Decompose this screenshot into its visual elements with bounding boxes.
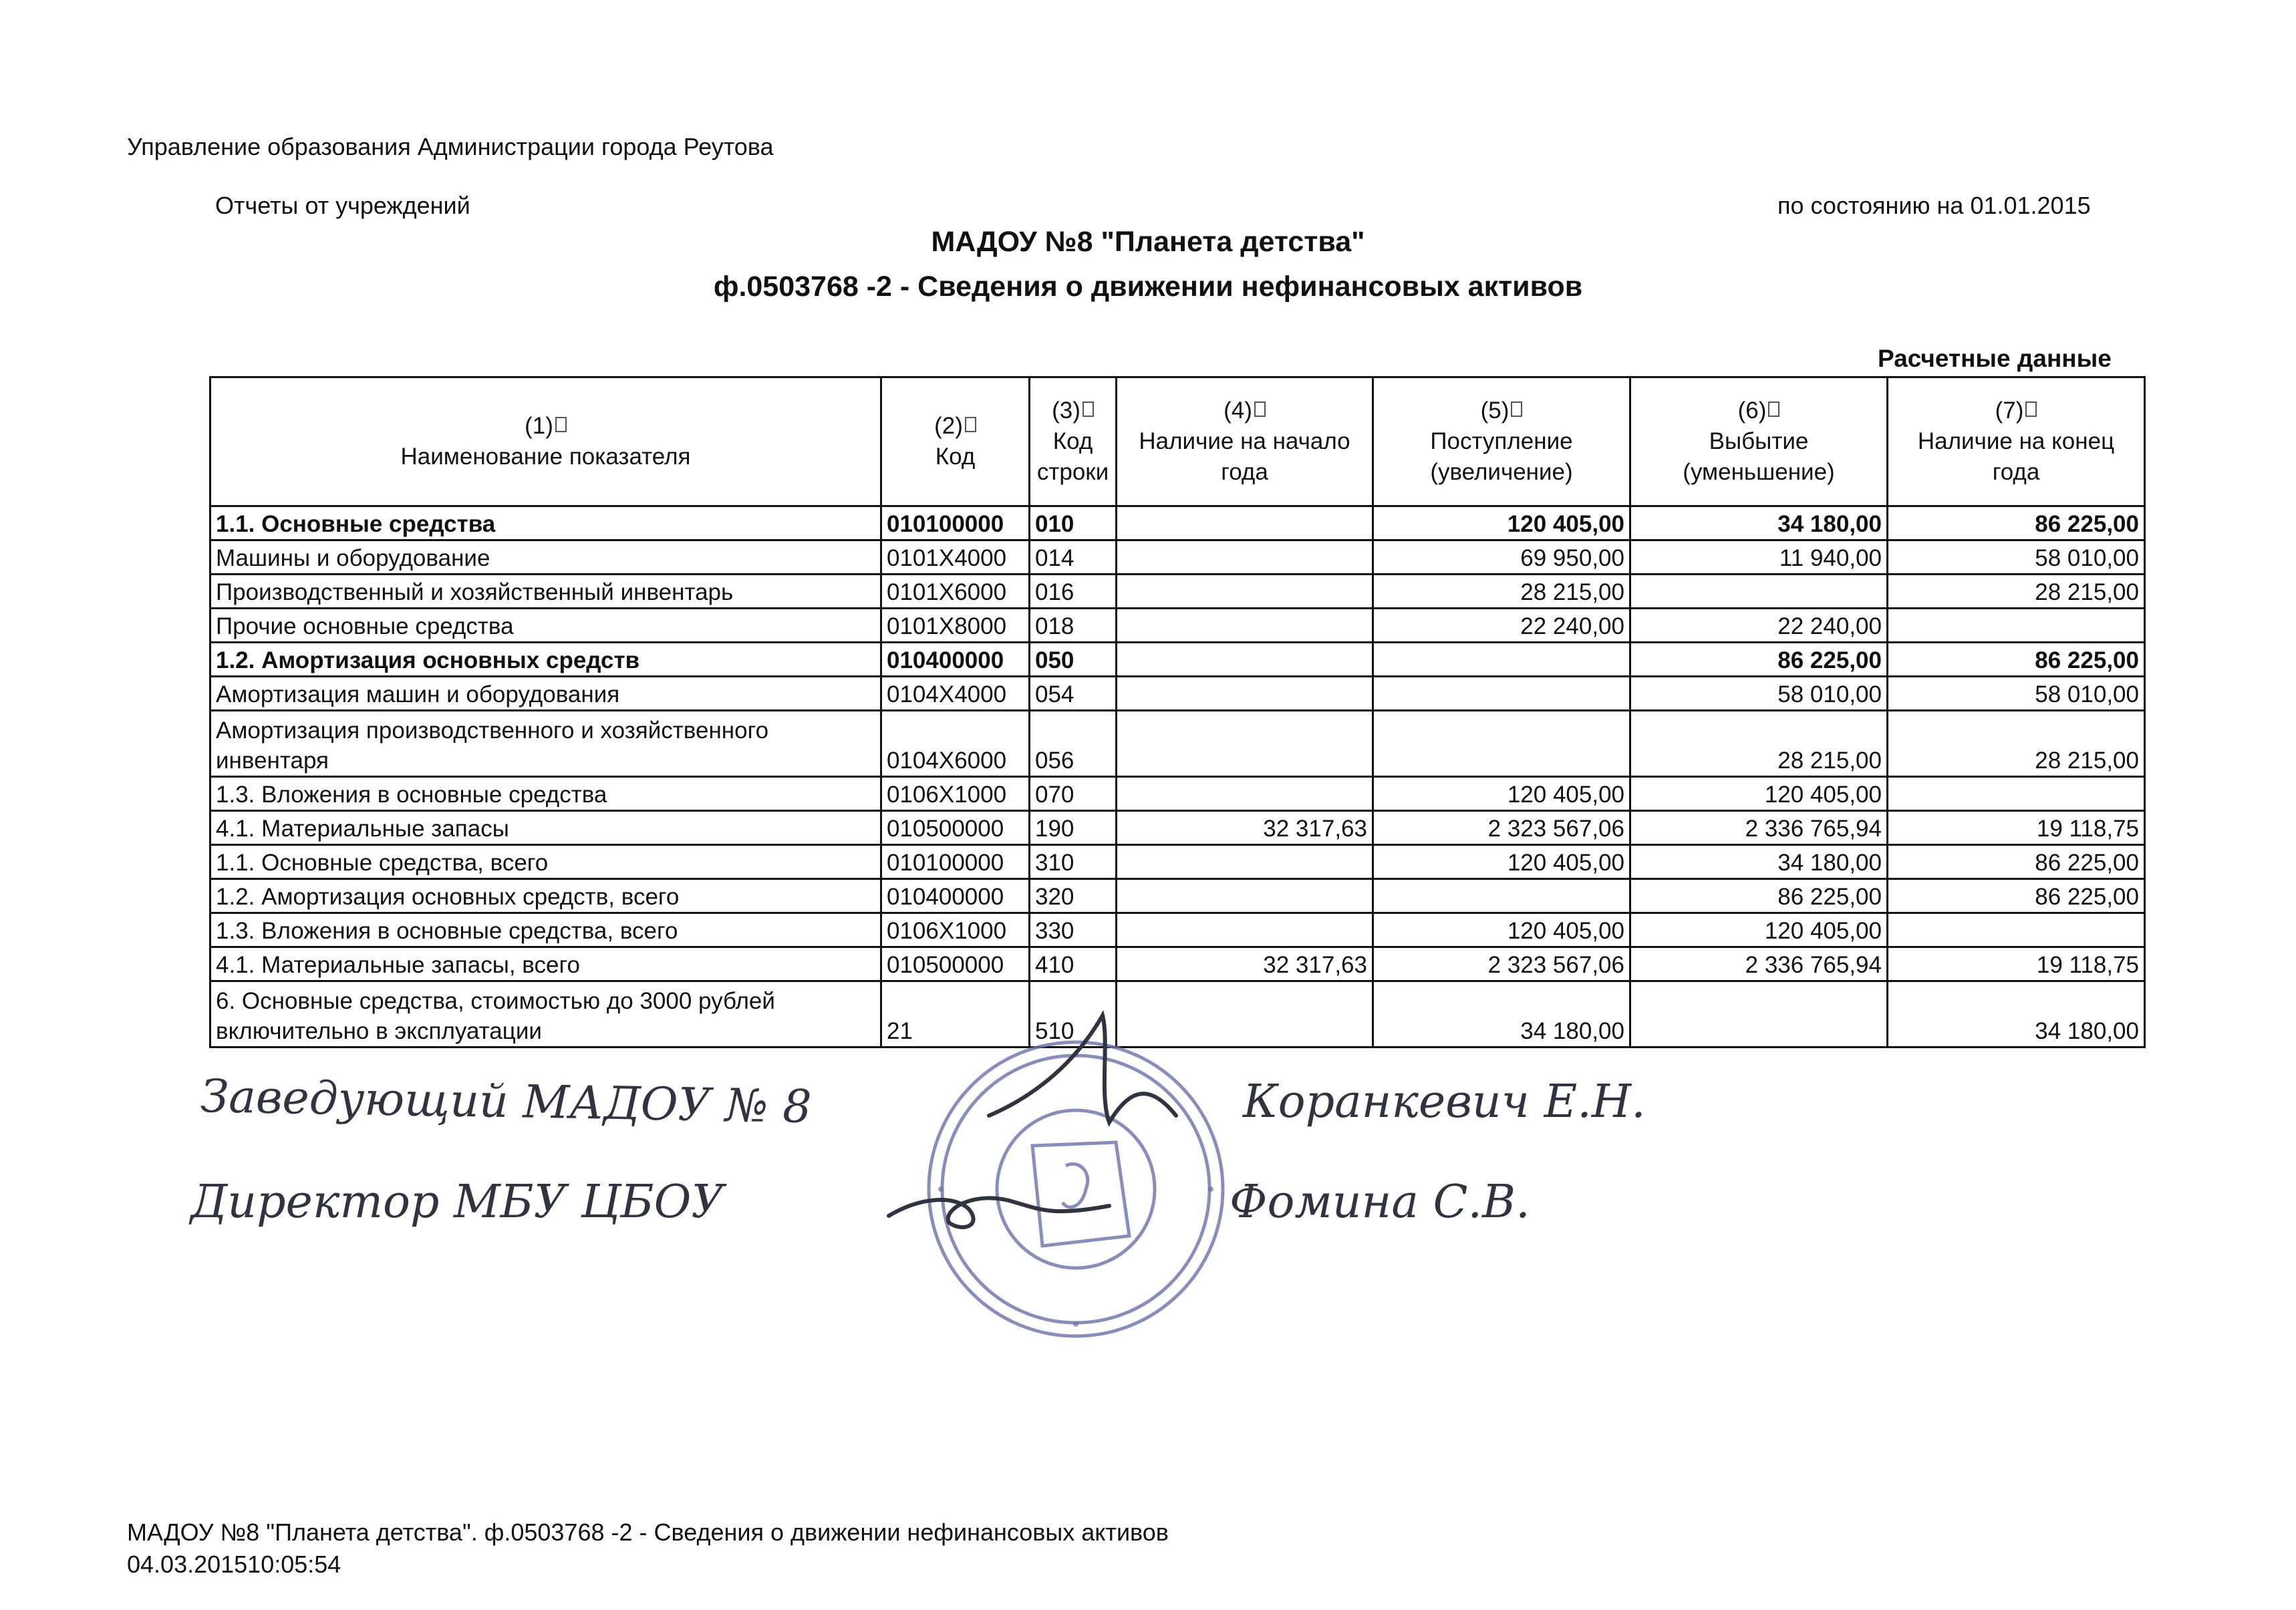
row-disposals	[1630, 981, 1888, 1048]
row-line-code: 070	[1030, 777, 1117, 811]
table-row	[210, 845, 2145, 879]
row-receipts: 2 323 567,06	[1373, 947, 1630, 981]
row-end-balance: 58 010,00	[1888, 677, 2145, 711]
row-name: Амортизация производственного и хозяйственного инвентаря	[210, 711, 881, 777]
table-row	[210, 575, 2145, 609]
row-receipts	[1373, 711, 1630, 777]
org-header: Управление образования Администрации города Реутова	[127, 133, 774, 160]
row-disposals: 34 180,00	[1630, 506, 1888, 540]
row-end-balance	[1888, 913, 2145, 947]
footer-timestamp: 04.03.201510:05:54	[127, 1551, 341, 1578]
row-line-code: 018	[1030, 609, 1117, 643]
row-end-balance: 19 118,75	[1888, 947, 2145, 981]
row-end-balance: 28 215,00	[1888, 711, 2145, 777]
row-start-balance	[1117, 845, 1373, 879]
row-disposals: 86 225,00	[1630, 643, 1888, 677]
col-header-3: (3) Код строки	[1030, 377, 1117, 506]
row-receipts: 120 405,00	[1373, 777, 1630, 811]
row-receipts	[1373, 677, 1630, 711]
col-header-5: (5) Поступление (увеличение)	[1373, 377, 1630, 506]
row-end-balance: 58 010,00	[1888, 540, 2145, 575]
table-header-row	[210, 377, 2145, 506]
row-code: 21	[881, 981, 1030, 1048]
row-receipts: 28 215,00	[1373, 575, 1630, 609]
assets-table	[209, 376, 2146, 1048]
row-line-code: 016	[1030, 575, 1117, 609]
table-row	[210, 913, 2145, 947]
col-header-6: (6) Выбытие (уменьшение)	[1630, 377, 1888, 506]
row-name: 1.3. Вложения в основные средства	[210, 777, 881, 811]
row-end-balance: 28 215,00	[1888, 575, 2145, 609]
row-code: 0104Х4000	[881, 677, 1030, 711]
row-disposals: 120 405,00	[1630, 913, 1888, 947]
row-start-balance	[1117, 677, 1373, 711]
col-header-4: (4) Наличие на начало года	[1117, 377, 1373, 506]
row-end-balance: 86 225,00	[1888, 845, 2145, 879]
row-receipts	[1373, 879, 1630, 913]
col-header-7: (7) Наличие на конец года	[1888, 377, 2145, 506]
col-header-1: (1) Наименование показателя	[210, 377, 881, 506]
row-line-code: 054	[1030, 677, 1117, 711]
signature-line2-position: Директор МБУ ЦБОУ	[190, 1176, 724, 1229]
row-start-balance	[1117, 777, 1373, 811]
row-name: Машины и оборудование	[210, 540, 881, 575]
col-header-2: (2) Код	[881, 377, 1030, 506]
row-line-code: 320	[1030, 879, 1117, 913]
table-row	[210, 879, 2145, 913]
row-end-balance: 34 180,00	[1888, 981, 2145, 1048]
footer-doc-name: МАДОУ №8 "Планета детства". ф.0503768 -2 - Сведения о движении нефинансовых активов	[127, 1518, 1169, 1546]
table-row	[210, 711, 2145, 777]
row-disposals: 58 010,00	[1630, 677, 1888, 711]
row-line-code: 310	[1030, 845, 1117, 879]
row-disposals: 22 240,00	[1630, 609, 1888, 643]
signature-line1-position: Заведующий МАДОУ № 8	[200, 1070, 813, 1134]
row-start-balance	[1117, 506, 1373, 540]
row-name: 4.1. Материальные запасы, всего	[210, 947, 881, 981]
row-start-balance	[1117, 575, 1373, 609]
table-row	[210, 947, 2145, 981]
row-code: 0101Х6000	[881, 575, 1030, 609]
table-row	[210, 677, 2145, 711]
row-line-code: 014	[1030, 540, 1117, 575]
row-start-balance	[1117, 643, 1373, 677]
row-line-code: 410	[1030, 947, 1117, 981]
row-name: 4.1. Материальные запасы	[210, 811, 881, 845]
signature-mark-1	[976, 1002, 1189, 1149]
signature-line2-name: Фомина С.В.	[1230, 1176, 1530, 1229]
row-line-code: 056	[1030, 711, 1117, 777]
row-disposals: 2 336 765,94	[1630, 811, 1888, 845]
row-code: 010400000	[881, 643, 1030, 677]
row-receipts: 120 405,00	[1373, 845, 1630, 879]
row-end-balance: 86 225,00	[1888, 506, 2145, 540]
row-code: 0101Х8000	[881, 609, 1030, 643]
row-code: 010100000	[881, 506, 1030, 540]
row-code: 010500000	[881, 947, 1030, 981]
reports-label: Отчеты от учреждений	[215, 192, 470, 219]
row-end-balance: 19 118,75	[1888, 811, 2145, 845]
row-name: 1.2. Амортизация основных средств, всего	[210, 879, 881, 913]
row-start-balance	[1117, 913, 1373, 947]
row-receipts: 69 950,00	[1373, 540, 1630, 575]
row-name: 1.1. Основные средства	[210, 506, 881, 540]
row-name: Амортизация машин и оборудования	[210, 677, 881, 711]
row-name: Производственный и хозяйственный инвентарь	[210, 575, 881, 609]
row-code: 010100000	[881, 845, 1030, 879]
table-row	[210, 643, 2145, 677]
row-start-balance	[1117, 609, 1373, 643]
table-row	[210, 777, 2145, 811]
table-row	[210, 540, 2145, 575]
row-start-balance	[1117, 879, 1373, 913]
row-end-balance	[1888, 609, 2145, 643]
row-start-balance: 32 317,63	[1117, 811, 1373, 845]
row-disposals: 86 225,00	[1630, 879, 1888, 913]
row-end-balance: 86 225,00	[1888, 879, 2145, 913]
row-code: 010400000	[881, 879, 1030, 913]
row-code: 0106Х1000	[881, 777, 1030, 811]
row-line-code: 010	[1030, 506, 1117, 540]
row-disposals: 2 336 765,94	[1630, 947, 1888, 981]
table-row	[210, 609, 2145, 643]
institution-title: МАДОУ №8 "Планета детства"	[931, 226, 1365, 258]
row-disposals: 28 215,00	[1630, 711, 1888, 777]
row-name: 1.2. Амортизация основных средств	[210, 643, 881, 677]
row-start-balance: 32 317,63	[1117, 947, 1373, 981]
row-name: 1.3. Вложения в основные средства, всего	[210, 913, 881, 947]
table-row	[210, 506, 2145, 540]
signature-mark-2	[882, 1169, 1123, 1256]
row-end-balance	[1888, 777, 2145, 811]
signature-line1-name: Коранкевич Е.Н.	[1243, 1076, 1646, 1128]
row-line-code: 510	[1030, 981, 1117, 1048]
row-line-code: 330	[1030, 913, 1117, 947]
row-start-balance	[1117, 540, 1373, 575]
calc-label: Расчетные данные	[1878, 345, 2112, 372]
row-receipts	[1373, 643, 1630, 677]
row-name: Прочие основные средства	[210, 609, 881, 643]
row-line-code: 190	[1030, 811, 1117, 845]
row-receipts: 120 405,00	[1373, 506, 1630, 540]
row-receipts: 2 323 567,06	[1373, 811, 1630, 845]
row-code: 0104Х6000	[881, 711, 1030, 777]
row-receipts: 22 240,00	[1373, 609, 1630, 643]
row-code: 0101Х4000	[881, 540, 1030, 575]
row-name: 1.1. Основные средства, всего	[210, 845, 881, 879]
row-receipts: 34 180,00	[1373, 981, 1630, 1048]
row-disposals: 11 940,00	[1630, 540, 1888, 575]
row-start-balance	[1117, 711, 1373, 777]
table-row	[210, 811, 2145, 845]
row-line-code: 050	[1030, 643, 1117, 677]
row-name: 6. Основные средства, стоимостью до 3000 рублей включительно в эксплуатации	[210, 981, 881, 1048]
row-disposals: 34 180,00	[1630, 845, 1888, 879]
row-receipts: 120 405,00	[1373, 913, 1630, 947]
row-code: 0106Х1000	[881, 913, 1030, 947]
row-end-balance: 86 225,00	[1888, 643, 2145, 677]
row-disposals	[1630, 575, 1888, 609]
as-of-date: по состоянию на 01.01.2015	[1777, 192, 2091, 219]
row-code: 010500000	[881, 811, 1030, 845]
form-title: ф.0503768 -2 - Сведения о движении нефинансовых активов	[713, 271, 1583, 303]
row-disposals: 120 405,00	[1630, 777, 1888, 811]
